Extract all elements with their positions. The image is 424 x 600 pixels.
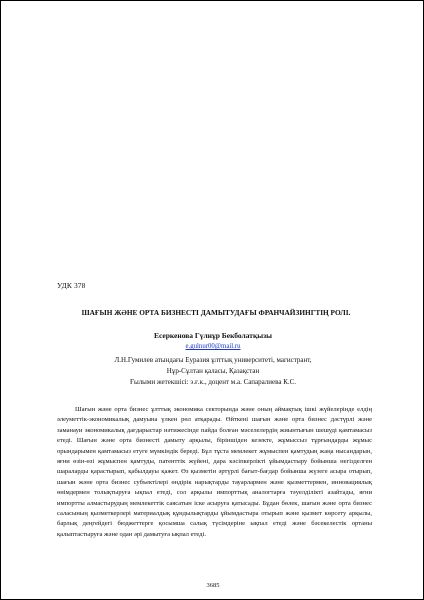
scientific-supervisor: Ғылыми жетекшісі: э.ғ.к., доцент м.а. Сапаралиева К.С. bbox=[129, 378, 297, 386]
author-city: Нұр-Сұлтан қаласы, Қазақстан bbox=[166, 367, 260, 375]
udk-code: УДК 378 bbox=[57, 281, 86, 290]
article-title: ШАҒЫН ЖӘНЕ ОРТА БИЗНЕСТІ ДАМЫТУДАҒЫ ФРАНЧАЙЗИНГТІҢ РОЛІ. bbox=[81, 308, 351, 317]
body-paragraph: Шағын және орта бизнес ұлттық экономика секторында және оның аймақтық ішкі жүйелерінде елдің әлеуметтік-экономикалық дамуына үлкен рөл атқарады. Өйткені шағын және орта бизнес дәстүрлі және заманауи экономикалық дағдарыстар нәтижесінде пайда болған мәселелердің жиынтығын шешуді қамтамасыз етеді. Шағын және орта бизнесті дамыту арқылы, біріншіден кезекте, жұмыссыз тұрғындарды жұмыс орындарымен қамтамасыз етуге мүмкіндік береді. Бұл тұста мемлекет жұмыспен қамтудың жаңа нысандарын, яғни өзін-өзі жұмыспен қамтуды, патенттік жүйені, дара кәсіпкерлікті ұйымдастыру бойынша негізделген шараларды қарастырып, қабылдауы қажет. Өз қызметін әртүрлі бағыт-бағдар бойынша жүзеге асыра отырып, шағын және орта бизнес субъектілері өндірік нарықтарды тауарлармен және қызметтермен, инновациялық өнімдермен толықтыруға ықпал етеді, сол арқылы импорттық аналогтарға тәуелділікті азайтады, яғни импортты алмастырудың мемлекеттік саясатын іске асыруға қатысады. Бұдан бөлек, шағын және орта бизнес саласының қызметкерлері материалдық құндылықтарды ұйымдастыра отырып және қызмет көрсету арқылы, барлық деңгейдегі бюджеттерге қосымша салық түсімдеріне ықпал етеді және бәсекелестік ортаны қалыптастыруға және одан әрі дамытуға ықпал етеді. bbox=[57, 406, 372, 538]
author-name: Есеркенова Гүлнұр Бекболатқызы bbox=[153, 331, 272, 340]
author-affiliation: Л.Н.Гумилев атындағы Еуразия ұлттық университеті, магистрант, bbox=[114, 356, 312, 364]
author-email-link[interactable]: e.gulnur00@mail.ru bbox=[185, 343, 241, 350]
page-number: 3685 bbox=[206, 582, 220, 589]
